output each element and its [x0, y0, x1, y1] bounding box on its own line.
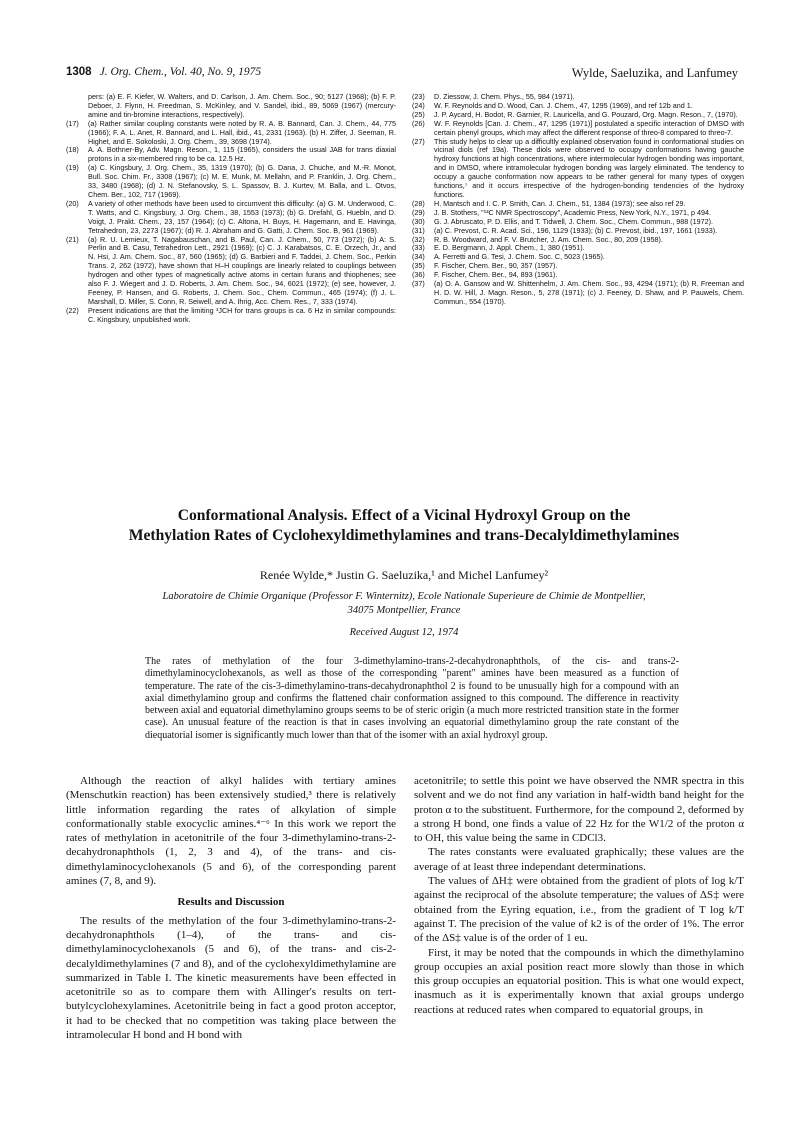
body-right-column	[414, 774, 744, 1017]
reference-number: (37)	[412, 279, 425, 289]
running-header	[66, 66, 738, 82]
body-paragraph: Although the reaction of alkyl halides with tertiary amines (Menschutkin reaction) has been extensively studied,³ there is relatively little information regarding the rates of alkylation of simple conformationally stable exocyclic amines.⁴⁻⁶ In this work we report the rates of methylation in acetonitrile of the four 3-dimethylamino-trans-2-decahydronaphthols (1, 2, 3 and 4), of the trans- and cis-dimethylaminocyclohexanols (5 and 6), of the corresponding parent amines (7, 8, and 9).	[66, 775, 396, 888]
reference-number: (30)	[412, 216, 425, 226]
article-authors: Renée Wylde,* Justin G. Saeluzika,¹ and Michel Lanfumey²	[259, 568, 549, 582]
reference-entry	[412, 138, 744, 200]
body-paragraph: The rates constants were evaluated graphically; these values are the average of at least three independant determinations.	[414, 846, 744, 873]
title-line-1: Conformational Analysis. Effect of a Vicinal Hydroxyl Group on the	[177, 507, 631, 524]
references-left-column	[66, 93, 396, 325]
page-number: 1308	[66, 66, 92, 78]
reference-text: A variety of other methods have been used to circumvent this difficulty: (a) G. M. Underwood, C. T. Watts, and C. Kingsbury, J. Org. Chem., 38, 1553 (1973); (b) G. Drefahl, G. Huebln, and D. Voigt, J. Prakt. Chem., 23, 157 (1964); (c) C. Altona, H. Buys, H. Hagemann, and E. Havinga, Tetrahedron, 23, 2273 (1967); (d) R. J. Abraham and G. Gatti, J. Chem. Soc. B, 961 (1969).	[88, 198, 396, 235]
body-paragraph: First, it may be noted that the compounds in which the dimethylamino group occupies an axial position react more slowly than those in which this group occupies an equatorial position. This is what one would expect, inasmuch as it is experimentally known that axial groups undergo reactions at reduced rates when compared to equatorial groups, in	[414, 946, 744, 1016]
reference-number: (22)	[66, 305, 79, 315]
reference-entry	[66, 236, 396, 307]
reference-number: (36)	[412, 270, 425, 280]
reference-text: F. Fischer, Chem. Ber., 94, 893 (1961).	[434, 270, 558, 280]
reference-text: (a) C. Kingsbury, J. Org. Chem., 35, 1319 (1970); (b) G. Dana, J. Chuche, and M.-R. Monot, Bull. Soc. Chim. Fr., 3308 (1967); (c) M. E. Munk, M. Mellahn, and P. Franklin, J. Org. Chem., 33, 3480 (1968); (d) J. N. Stefanovsky, S. L. Spassov, B. J. Kurtev, M. Balla, and L. Otvos, Chem. Ber., 102, 717 (1969).	[88, 163, 396, 199]
reference-text: J. B. Stothers, "¹³C NMR Spectroscopy", Academic Press, New York, N.Y., 1971, p 494.	[434, 207, 712, 217]
reference-number: (35)	[412, 261, 425, 271]
article-title	[66, 506, 742, 546]
reference-number: (18)	[66, 145, 79, 155]
body-paragraph: The results of the methylation of the four 3-dimethylamino-trans-2-decahydronaphthols (1–4), of the trans- and cis-dimethylaminocyclohexanols (5 and 6), of the trans- and cis-2-decalyldimethylamines (7 and 8), and of the cyclohexyldimethylamine are summarized in Table I. The kinetic measurements have been effected in acetonitrile so as to compare them with Allinger's results on tert-butylcyclohexylamines. Acetonitrile being in fact a good proton acceptor, it had to be checked that no competition was taking place between the intramolecular H bond and H bond with	[66, 914, 396, 1042]
reference-entry	[66, 164, 396, 200]
section-heading: Results and Discussion	[177, 896, 285, 909]
affiliation-line-2: 34075 Montpellier, France	[347, 604, 461, 616]
body-paragraph: The values of ΔH‡ were obtained from the gradient of plots of log k/T against the reciprocal of the absolute temperature; the values of ΔS‡ were obtained from the Eyring equation, i.e., from the gradient of T log k/T against T. The precision of the value of k2 is of the order of 1%. The error of the ΔS‡ value is of the order of 1 eu.	[414, 875, 744, 945]
title-line-2: Methylation Rates of Cyclohexyldimethylamines and trans-Decalyldimethylamines	[128, 527, 680, 544]
reference-text: This study helps to clear up a difficultly explained observation found in conformational studies on vicinal diols (ref 19a). These diols were observed to occupy conformations having gauche hydroxy functions at high concentrations, where intermolecular hydrogen bonding was important, and in DMSO, where intramolecular hydrogen bonding was largely eliminated. The tendency to occupy a gauche conformation now appears to be rather general for many types of oxygen functions,⁷ and it occurs irrespective of the hydrogen-bonding tendencies of the hydroxy functions.	[434, 136, 744, 199]
reference-text: W. F. Reynolds and D. Wood, Can. J. Chem., 47, 1295 (1969), and ref 12b and 1.	[434, 100, 693, 110]
reference-number: (31)	[412, 225, 425, 235]
reference-text: (a) C. Prevost, C. R. Acad. Sci., 196, 1129 (1933); (b) C. Prevost, ibid., 197, 1661 (1933).	[434, 225, 718, 235]
reference-text: R. B. Woodward, and F. V. Brutcher, J. Am. Chem. Soc., 80, 209 (1958).	[434, 234, 663, 244]
reference-text: (a) R. U. Lemieux, T. Nagabauschan, and B. Paul, Can. J. Chem., 50, 773 (1972); (b) A: S. Perlin and B. Casu, Tetrahedron Lett., 2921 (1969); (c) C. J. Karabatsos, C. E. Orzech, Jr., and N. Hsi, J. Am. Chem. Soc., 87, 560 (1965); (d) G. Barbieri and F. Taddei, J. Chem. Soc., Perkin Trans. 2, 262 (1972), have shown that H–H couplings are linearly related to couplings between hydrogen and other types of magnetically active atoms in certain furans and thiophenes; see also F. J. Wiegert and J. D. Roberts, J. Am. Chem. Soc., 94, 6021 (1972); (e) see, however, J. Feeney, P. Hansen, and G. Roberts, J. Chem. Soc., Chem. Commun., 465 (1974); (f) J. L. Marshall, D. Miller, S. Conn, R. Seiwell, and A. Ihrig, Acc. Chem. Res., 7, 333 (1974).	[88, 234, 396, 306]
reference-number: (17)	[66, 118, 79, 128]
reference-entry	[412, 280, 744, 307]
reference-number: (21)	[66, 234, 79, 244]
running-authors: Wylde, Saeluzika, and Lanfumey	[571, 66, 738, 80]
received-date: Received August 12, 1974	[349, 627, 459, 638]
reference-text: W. F. Reynolds [Can. J. Chem., 47, 1295 (1971)] postulated a specific interaction of DMSO with certain phenyl groups, which may affect the different response of threo-8 compared to threo-7.	[434, 118, 744, 137]
reference-number: (32)	[412, 234, 425, 244]
header-left	[66, 66, 261, 78]
reference-number: (25)	[412, 109, 425, 119]
reference-entry	[66, 200, 396, 236]
reference-text: J. P. Aycard, H. Bodot, R. Garnier, R. Lauricella, and G. Pouzard, Org. Magn. Reson., 7, (1970).	[434, 109, 738, 119]
reference-text: G. J. Abruscato, P. D. Ellis, and T. Tidwell, J. Chem. Soc., Chem. Commun., 988 (1972).	[434, 216, 713, 226]
reference-text: A. Ferretti and G. Tesi, J. Chem. Soc. C, 5023 (1965).	[434, 252, 605, 262]
reference-number: (26)	[412, 118, 425, 128]
reference-number: (28)	[412, 198, 425, 208]
journal-citation: J. Org. Chem., Vol. 40, No. 9, 1975	[99, 66, 262, 78]
reference-entry	[66, 307, 396, 325]
reference-entry	[66, 120, 396, 147]
reference-text: F. Fischer, Chem. Ber., 90, 357 (1957).	[434, 261, 558, 271]
reference-number: (23)	[412, 92, 425, 101]
abstract: The rates of methylation of the four 3-dimethylamino-trans-2-decahydronaphthols, of the cis- and trans-2-dimethylaminocyclohexanols, as well as those of the corresponding "parent" amines have been measured as a function of temperature. The rate of the cis-3-dimethylamino-trans-decahydronaphthol 2 is found to be unusually high for a compound with an axial dimethylamino group and confirms the flattened chair conformation assigned to this compound. The difference in reactivity between axial and equatorial dimethylamino groups seems to be of steric origin (a much more restricted transition state in the former case). An unusual feature of the reaction is that in cases involving an equatorial dimethylamino group the rate constant of the diequatorial isomer is significantly much lower than that of the isomer with an axial hydroxyl group.	[145, 656, 679, 741]
reference-text: D. Ziessow, J. Chem. Phys., 55, 984 (1971).	[434, 92, 575, 101]
affiliation-line-1: Laboratoire de Chimie Organique (Professor F. Winternitz), Ecole Nationale Superieure de Chimie de Montpellier,	[162, 591, 646, 602]
affiliation	[66, 590, 742, 617]
body-left-column	[66, 774, 396, 1042]
reference-text: E. D. Bergmann, J. Appl. Chem., 1, 380 (1951).	[434, 243, 585, 253]
reference-number: (20)	[66, 198, 79, 208]
reference-text: A. A. Bothner-By, Adv. Magn. Reson., 1, 115 (1965), considers the usual JAB for trans diaxial protons in a six-membered ring to be ca. 12.5 Hz.	[88, 145, 396, 164]
reference-number: (19)	[66, 163, 79, 173]
reference-text: Present indications are that the limiting ³JCH for trans groups is ca. 6 Hz in similar compounds: C. Kingsbury, unpublished work.	[88, 305, 396, 324]
reference-entry	[66, 93, 396, 120]
reference-number: (29)	[412, 207, 425, 217]
reference-text: H. Mantsch and I. C. P. Smith, Can. J. Chem., 51, 1384 (1973); see also ref 29.	[434, 198, 686, 208]
reference-number: (34)	[412, 252, 425, 262]
reference-text: (a) O. A. Gansow and W. Shittenhelm, J. Am. Chem. Soc., 93, 4294 (1971); (b) R. Freeman and H. D. W. Hill, J. Magn. Reson., 5, 278 (1971); (c) J. Feeney, D. Shaw, and P. Pauwels, Chem. Commun., 554 (1970).	[434, 279, 744, 306]
references-right-column	[412, 93, 744, 307]
reference-number: (27)	[412, 136, 425, 146]
reference-number: (33)	[412, 243, 425, 253]
reference-number: (24)	[412, 100, 425, 110]
reference-number	[66, 93, 88, 120]
reference-entry	[412, 120, 744, 138]
reference-text: pers: (a) E. F. Kiefer, W. Walters, and D. Carlson, J. Am. Chem. Soc., 90; 5127 (1968); (b) F. P. Deboer, J. Flynn, H. Freedman, S. McKinley, and V. Sandel, ibid., 89, 5069 (1967) (mercury-amine and tin-bromine interactions, respectively).	[88, 92, 396, 119]
reference-text: (a) Rather similar coupling constants were noted by R. A. B. Bannard, Can. J. Chem., 44, 775 (1966); F. A. L. Anet, R. Bannard, and L. Hall, ibid., 41, 2331 (1963). (b) H. Ziffer, J. Seeman, R. Highet, and E. Sokoloski, J. Org. Chem., 39, 3698 (1974).	[88, 118, 396, 146]
reference-entry	[66, 146, 396, 164]
body-paragraph: acetonitrile; to settle this point we have observed the NMR spectra in this solvent and we do not find any variation in half-width band height for the proton α to the substituent. Furthermore, for the compound 2, deformed by a strong H bond, one finds a value of 22 Hz for the W1/2 of the proton α to OH, this value being the same in CDCl3.	[414, 775, 744, 845]
